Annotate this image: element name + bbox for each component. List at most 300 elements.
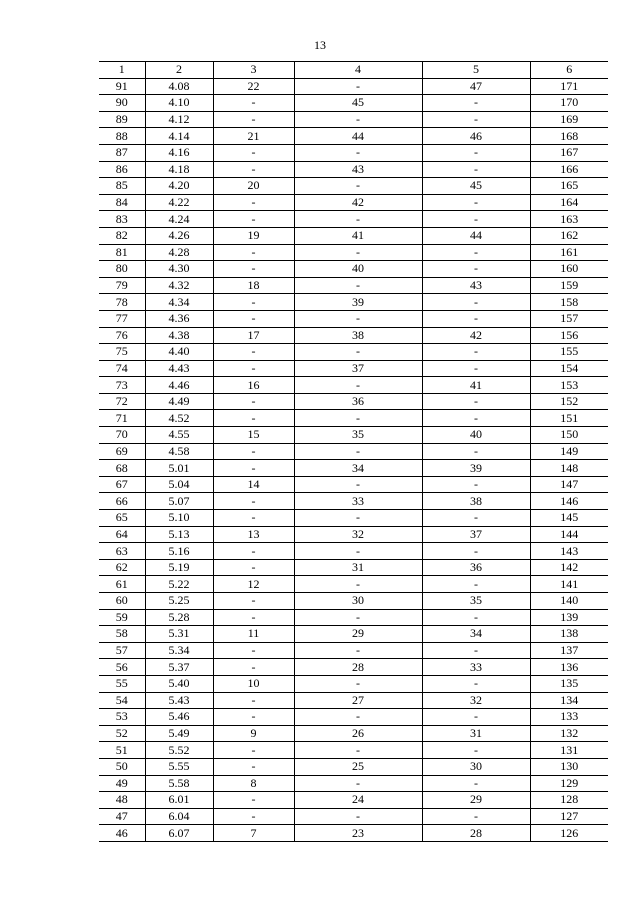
table-cell: 159 [530, 277, 608, 294]
table-cell: 66 [99, 493, 145, 510]
table-cell: - [422, 360, 530, 377]
table-cell: 10 [213, 675, 294, 692]
table-cell: 11 [213, 626, 294, 643]
table-cell: 160 [530, 261, 608, 278]
table-cell: 154 [530, 360, 608, 377]
table-cell: 133 [530, 709, 608, 726]
table-cell: 36 [422, 559, 530, 576]
table-cell: 138 [530, 626, 608, 643]
table-cell: - [213, 344, 294, 361]
table-cell: 49 [99, 775, 145, 792]
table-cell: - [422, 111, 530, 128]
table-cell: 4.55 [145, 427, 213, 444]
table-cell: 17 [213, 327, 294, 344]
table-row [99, 476, 608, 493]
table-cell: 5.40 [145, 675, 213, 692]
table-row [99, 725, 608, 742]
table-cell: 139 [530, 609, 608, 626]
table-cell: - [422, 95, 530, 112]
table-row [99, 360, 608, 377]
table-cell: 79 [99, 277, 145, 294]
table-cell: 81 [99, 244, 145, 261]
table-cell: - [422, 675, 530, 692]
table-cell: - [422, 344, 530, 361]
table-cell: 65 [99, 510, 145, 527]
table-cell: 28 [422, 825, 530, 842]
table-cell: 147 [530, 476, 608, 493]
table-cell: 156 [530, 327, 608, 344]
table-cell: 5.16 [145, 543, 213, 560]
table-cell: - [213, 758, 294, 775]
table-cell: 4.26 [145, 227, 213, 244]
table-cell: 161 [530, 244, 608, 261]
table-cell: 52 [99, 725, 145, 742]
table-cell: - [422, 294, 530, 311]
table-cell: 167 [530, 144, 608, 161]
table-cell: 5.28 [145, 609, 213, 626]
table-cell: - [422, 194, 530, 211]
table-cell: 32 [422, 692, 530, 709]
table-row [99, 642, 608, 659]
table-cell: 163 [530, 211, 608, 228]
table-cell: - [213, 95, 294, 112]
column-header-6: 6 [530, 62, 608, 79]
table-row [99, 128, 608, 145]
table-cell: 47 [99, 808, 145, 825]
table-cell: - [213, 460, 294, 477]
table-row [99, 808, 608, 825]
table-cell: - [422, 310, 530, 327]
table-cell: 36 [294, 393, 422, 410]
table-cell: 4.14 [145, 128, 213, 145]
table-cell: 5.25 [145, 593, 213, 610]
table-cell: 31 [294, 559, 422, 576]
page-number: 13 [314, 38, 326, 52]
table-cell: 145 [530, 510, 608, 527]
table-cell: 5.43 [145, 692, 213, 709]
table-cell: 4.28 [145, 244, 213, 261]
table-cell: - [213, 111, 294, 128]
table-row [99, 825, 608, 842]
table-cell: - [422, 642, 530, 659]
table-cell: 5.13 [145, 526, 213, 543]
table-cell: - [422, 808, 530, 825]
table-cell: - [294, 277, 422, 294]
table-cell: 51 [99, 742, 145, 759]
table-row [99, 709, 608, 726]
table-cell: 9 [213, 725, 294, 742]
table-row [99, 493, 608, 510]
table-cell: 4.24 [145, 211, 213, 228]
table-row [99, 510, 608, 527]
table-cell: 4.52 [145, 410, 213, 427]
table-cell: 4.32 [145, 277, 213, 294]
table-cell: 4.36 [145, 310, 213, 327]
table-cell: 24 [294, 792, 422, 809]
table-cell: 6.01 [145, 792, 213, 809]
table-row [99, 211, 608, 228]
table-cell: 4.20 [145, 178, 213, 195]
table-cell: 4.49 [145, 393, 213, 410]
table-cell: 86 [99, 161, 145, 178]
table-cell: 4.18 [145, 161, 213, 178]
table-cell: 78 [99, 294, 145, 311]
table-cell: 168 [530, 128, 608, 145]
table-cell: - [213, 161, 294, 178]
table-cell: - [213, 294, 294, 311]
table-cell: - [294, 78, 422, 95]
table-cell: - [213, 360, 294, 377]
table-cell: 58 [99, 626, 145, 643]
table-cell: 23 [294, 825, 422, 842]
table-cell: 88 [99, 128, 145, 145]
table-row [99, 344, 608, 361]
table-cell: 20 [213, 178, 294, 195]
table-cell: - [213, 792, 294, 809]
table-row [99, 758, 608, 775]
table-cell: 143 [530, 543, 608, 560]
table-cell: - [213, 493, 294, 510]
table-cell: 16 [213, 377, 294, 394]
table-cell: - [294, 310, 422, 327]
table-cell: - [422, 443, 530, 460]
table-cell: - [294, 211, 422, 228]
score-table [99, 61, 608, 842]
table-cell: 158 [530, 294, 608, 311]
table-cell: 34 [294, 460, 422, 477]
table-cell: - [294, 443, 422, 460]
table-cell: 73 [99, 377, 145, 394]
table-cell: 30 [422, 758, 530, 775]
table-cell: 4.38 [145, 327, 213, 344]
table-row [99, 111, 608, 128]
table-row [99, 626, 608, 643]
table-cell: 4.43 [145, 360, 213, 377]
table-cell: 128 [530, 792, 608, 809]
table-cell: - [213, 410, 294, 427]
table-cell: 153 [530, 377, 608, 394]
table-cell: 6.07 [145, 825, 213, 842]
table-cell: 13 [213, 526, 294, 543]
table-cell: - [422, 576, 530, 593]
table-cell: 71 [99, 410, 145, 427]
table-cell: 127 [530, 808, 608, 825]
table-cell: 18 [213, 277, 294, 294]
table-cell: 46 [422, 128, 530, 145]
table-cell: - [213, 310, 294, 327]
table-row [99, 178, 608, 195]
table-cell: 129 [530, 775, 608, 792]
table-cell: 165 [530, 178, 608, 195]
table-cell: 148 [530, 460, 608, 477]
table-cell: 35 [422, 593, 530, 610]
table-cell: 30 [294, 593, 422, 610]
table-row [99, 659, 608, 676]
table-cell: - [213, 742, 294, 759]
table-cell: - [213, 692, 294, 709]
table-cell: 45 [294, 95, 422, 112]
table-cell: 169 [530, 111, 608, 128]
table-cell: 37 [294, 360, 422, 377]
table-cell: 56 [99, 659, 145, 676]
table-row [99, 261, 608, 278]
table-cell: 6.04 [145, 808, 213, 825]
table-row [99, 327, 608, 344]
table-cell: - [213, 510, 294, 527]
table-cell: - [294, 344, 422, 361]
table-cell: 4.16 [145, 144, 213, 161]
table-cell: - [294, 775, 422, 792]
table-cell: - [294, 742, 422, 759]
table-cell: 4.30 [145, 261, 213, 278]
table-cell: 21 [213, 128, 294, 145]
table-cell: 57 [99, 642, 145, 659]
table-cell: 44 [422, 227, 530, 244]
table-cell: 38 [294, 327, 422, 344]
table-cell: 40 [294, 261, 422, 278]
table-cell: 5.37 [145, 659, 213, 676]
table-cell: 4.10 [145, 95, 213, 112]
table-cell: 90 [99, 95, 145, 112]
table-row [99, 410, 608, 427]
table-cell: 4.58 [145, 443, 213, 460]
table-row [99, 443, 608, 460]
table-cell: - [422, 775, 530, 792]
table-cell: - [422, 476, 530, 493]
table-cell: - [213, 393, 294, 410]
table-cell: 37 [422, 526, 530, 543]
table-cell: - [294, 709, 422, 726]
table-cell: 15 [213, 427, 294, 444]
table-cell: 5.04 [145, 476, 213, 493]
table-cell: 33 [422, 659, 530, 676]
table-cell: 149 [530, 443, 608, 460]
table-cell: 35 [294, 427, 422, 444]
table-row [99, 427, 608, 444]
table-cell: 77 [99, 310, 145, 327]
table-cell: 14 [213, 476, 294, 493]
table-cell: 75 [99, 344, 145, 361]
table-cell: 42 [422, 327, 530, 344]
table-row [99, 543, 608, 560]
table-cell: - [294, 642, 422, 659]
table-cell: 43 [422, 277, 530, 294]
table-row [99, 609, 608, 626]
table-cell: - [422, 709, 530, 726]
table-cell: 146 [530, 493, 608, 510]
table-cell: - [294, 144, 422, 161]
table-cell: 39 [294, 294, 422, 311]
table-cell: 4.12 [145, 111, 213, 128]
table-cell: 130 [530, 758, 608, 775]
table-cell: 142 [530, 559, 608, 576]
table-row [99, 526, 608, 543]
table-cell: 126 [530, 825, 608, 842]
table-row [99, 310, 608, 327]
table-cell: - [294, 808, 422, 825]
table-cell: 162 [530, 227, 608, 244]
table-header-row [99, 62, 608, 79]
table-cell: 137 [530, 642, 608, 659]
table-row [99, 194, 608, 211]
table-cell: 157 [530, 310, 608, 327]
table-row [99, 244, 608, 261]
table-cell: - [213, 609, 294, 626]
table-cell: 29 [294, 626, 422, 643]
table-cell: 60 [99, 593, 145, 610]
table-cell: 150 [530, 427, 608, 444]
table-cell: 91 [99, 78, 145, 95]
table-cell: 53 [99, 709, 145, 726]
table-cell: 4.34 [145, 294, 213, 311]
table-cell: 61 [99, 576, 145, 593]
table-cell: 33 [294, 493, 422, 510]
table-cell: - [294, 675, 422, 692]
table-row [99, 377, 608, 394]
table-cell: - [213, 244, 294, 261]
table-cell: 171 [530, 78, 608, 95]
table-cell: 144 [530, 526, 608, 543]
table-row [99, 161, 608, 178]
table-cell: 5.58 [145, 775, 213, 792]
table-cell: - [294, 377, 422, 394]
table-row [99, 775, 608, 792]
table-cell: 4.40 [145, 344, 213, 361]
table-cell: 4.46 [145, 377, 213, 394]
table-cell: - [422, 244, 530, 261]
table-cell: 83 [99, 211, 145, 228]
table-cell: 74 [99, 360, 145, 377]
table-cell: 5.31 [145, 626, 213, 643]
table-cell: 54 [99, 692, 145, 709]
table-cell: - [213, 144, 294, 161]
table-cell: - [213, 709, 294, 726]
table-cell: - [213, 559, 294, 576]
table-cell: 25 [294, 758, 422, 775]
table-row [99, 227, 608, 244]
table-cell: 41 [422, 377, 530, 394]
table-cell: - [213, 194, 294, 211]
table-cell: 40 [422, 427, 530, 444]
table-cell: 5.52 [145, 742, 213, 759]
table-row [99, 460, 608, 477]
table-cell: 5.55 [145, 758, 213, 775]
table-cell: - [422, 393, 530, 410]
table-cell: 166 [530, 161, 608, 178]
table-cell: 59 [99, 609, 145, 626]
table-cell: 29 [422, 792, 530, 809]
table-row [99, 792, 608, 809]
table-cell: 44 [294, 128, 422, 145]
table-cell: - [213, 261, 294, 278]
table-cell: 5.10 [145, 510, 213, 527]
column-header-5: 5 [422, 62, 530, 79]
table-row [99, 675, 608, 692]
table-cell: 50 [99, 758, 145, 775]
table-cell: 155 [530, 344, 608, 361]
table-cell: 5.46 [145, 709, 213, 726]
table-cell: 82 [99, 227, 145, 244]
table-cell: - [213, 211, 294, 228]
table-cell: - [294, 410, 422, 427]
table-cell: 84 [99, 194, 145, 211]
table-row [99, 559, 608, 576]
table-cell: - [213, 443, 294, 460]
table-cell: 136 [530, 659, 608, 676]
column-header-4: 4 [294, 62, 422, 79]
table-cell: 68 [99, 460, 145, 477]
table-cell: 22 [213, 78, 294, 95]
table-cell: 5.49 [145, 725, 213, 742]
column-header-2: 2 [145, 62, 213, 79]
table-cell: - [294, 510, 422, 527]
table-cell: 5.22 [145, 576, 213, 593]
table-cell: - [294, 178, 422, 195]
table-cell: 85 [99, 178, 145, 195]
table-body [99, 78, 608, 841]
table-row [99, 95, 608, 112]
table-cell: 45 [422, 178, 530, 195]
table-cell: 39 [422, 460, 530, 477]
table-cell: - [422, 742, 530, 759]
table-cell: 89 [99, 111, 145, 128]
table-cell: 131 [530, 742, 608, 759]
table-row [99, 277, 608, 294]
table-cell: 135 [530, 675, 608, 692]
table-cell: 7 [213, 825, 294, 842]
table-cell: 5.34 [145, 642, 213, 659]
table-cell: - [213, 543, 294, 560]
table-cell: 28 [294, 659, 422, 676]
table-cell: 69 [99, 443, 145, 460]
table-row [99, 593, 608, 610]
table-cell: 87 [99, 144, 145, 161]
table-cell: 8 [213, 775, 294, 792]
table-cell: 27 [294, 692, 422, 709]
table-cell: - [294, 476, 422, 493]
column-header-1: 1 [99, 62, 145, 79]
table-cell: 164 [530, 194, 608, 211]
table-cell: 134 [530, 692, 608, 709]
table-cell: 76 [99, 327, 145, 344]
table-cell: 12 [213, 576, 294, 593]
table-cell: 140 [530, 593, 608, 610]
table-row [99, 393, 608, 410]
table-cell: 64 [99, 526, 145, 543]
table-cell: 47 [422, 78, 530, 95]
table-cell: 70 [99, 427, 145, 444]
table-cell: - [422, 609, 530, 626]
table-cell: - [422, 261, 530, 278]
table-cell: 5.19 [145, 559, 213, 576]
table-cell: 132 [530, 725, 608, 742]
table-cell: - [422, 161, 530, 178]
table-cell: 38 [422, 493, 530, 510]
table-cell: - [422, 144, 530, 161]
table-cell: - [294, 543, 422, 560]
table-cell: - [294, 576, 422, 593]
table-cell: - [213, 808, 294, 825]
table-cell: - [294, 609, 422, 626]
table-cell: 72 [99, 393, 145, 410]
table-cell: - [422, 211, 530, 228]
table-cell: 5.01 [145, 460, 213, 477]
table-row [99, 294, 608, 311]
column-header-3: 3 [213, 62, 294, 79]
table-cell: 5.07 [145, 493, 213, 510]
table-cell: 4.22 [145, 194, 213, 211]
table-cell: - [422, 543, 530, 560]
